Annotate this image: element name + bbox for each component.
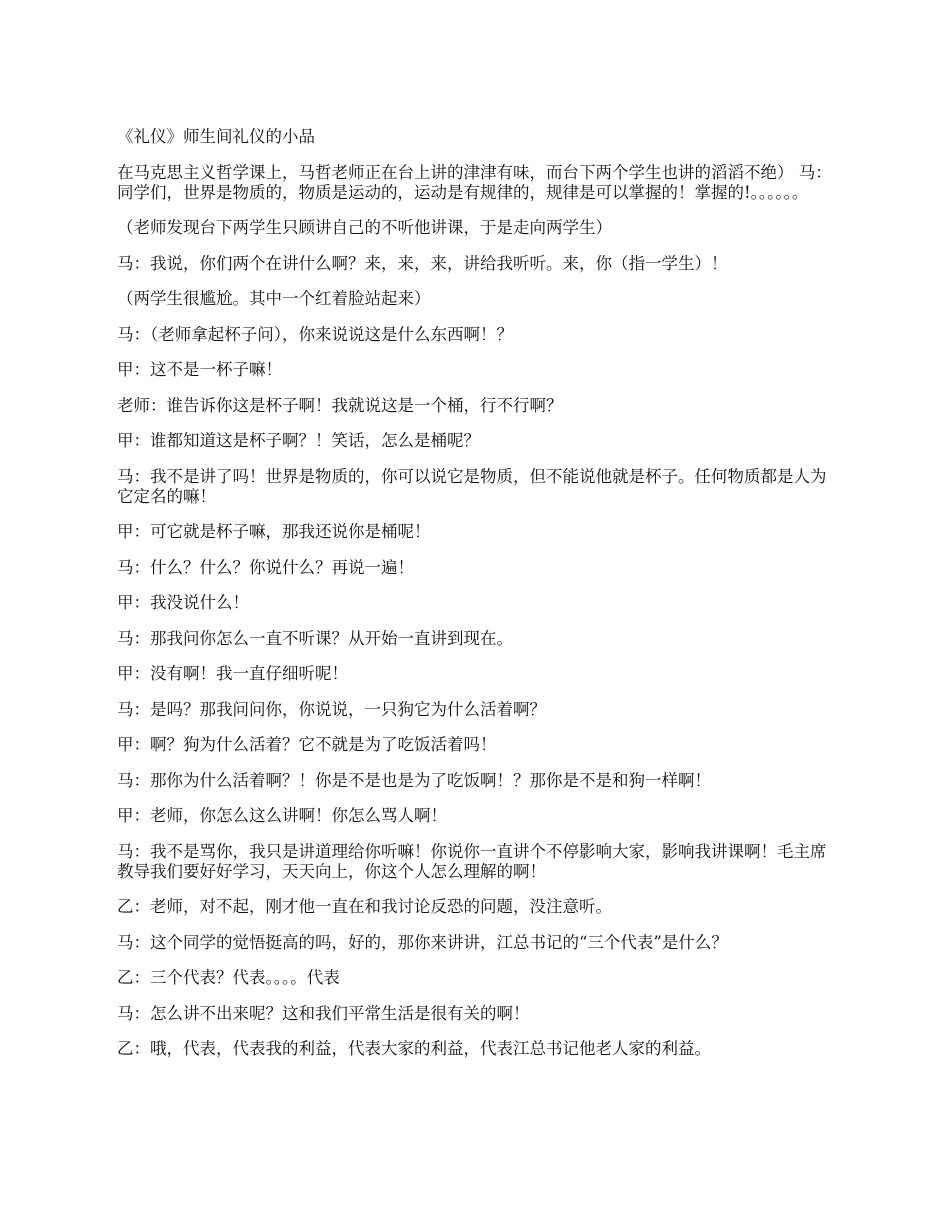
paragraph: 马：那你为什么活着啊？！你是不是也是为了吃饭啊！？那你是不是和狗一样啊！ [117, 770, 711, 790]
paragraph: 甲：没有啊！我一直仔细听呢！ [117, 664, 348, 683]
paragraph: 马：什么？什么？你说什么？再说一遍！ [117, 557, 414, 577]
paragraph: 马：是吗？那我问问你，你说说，一只狗它为什么活着啊？ [117, 699, 546, 719]
paragraph: 甲：啊？狗为什么活着？它不就是为了吃饭活着吗！ [117, 735, 497, 754]
paragraph: 马：那我问你怎么一直不听课？从开始一直讲到现在。 [117, 628, 513, 648]
paragraph: 乙：老师，对不起，刚才他一直在和我讨论反恐的问题，没注意听。 [117, 897, 612, 916]
paragraph: 马：我不是讲了吗！世界是物质的，你可以说它是物质，但不能说他就是杯子。任何物质都是人为它定名的嘛！ [117, 466, 827, 506]
paragraph: 甲：我没说什么！ [117, 593, 249, 612]
paragraph: 马：这个同学的觉悟挺高的吗，好的，那你来讲讲，江总书记的“三个代表”是什么？ [117, 932, 728, 952]
paragraph: 乙：三个代表？代表。。。。代表 [117, 968, 340, 987]
paragraph: 甲：这不是一杯子嘛！ [117, 360, 282, 379]
document-body [117, 127, 842, 1075]
paragraph: 马：（老师拿起杯子问），你来说说这是什么东西啊！？ [117, 324, 513, 344]
paragraph: 马：我不是骂你，我只是讲道理给你听嘛！你说你一直讲个不停影响大家，影响我讲课啊！毛主席教导我们要好好学习，天天向上，你这个人怎么理解的啊！ [117, 841, 827, 881]
paragraph: 甲：老师，你怎么这么讲啊！你怎么骂人啊！ [117, 806, 447, 825]
paragraph: 老师：谁告诉你这是杯子啊！我就说这是一个桶，行不行啊？ [117, 395, 563, 415]
paragraph: （两学生很尴尬。其中一个红着脸站起来） [117, 289, 431, 308]
paragraph: 马：我说，你们两个在讲什么啊？来，来，来，讲给我听听。来，你（指一学生）！ [117, 253, 728, 273]
document-title: 《礼仪》师生间礼仪的小品 [117, 127, 315, 146]
paragraph: 马：怎么讲不出来呢？这和我们平常生活是很有关的啊！ [117, 1003, 530, 1023]
paragraph: 在马克思主义哲学课上，马哲老师正在台上讲的津津有味，而台下两个学生也讲的滔滔不绝） 马：同学们，世界是物质的，物质是运动的，运动是有规律的，规律是可以掌握的！掌握的!。。。。。。 [117, 162, 832, 202]
paragraph: （老师发现台下两学生只顾讲自己的不听他讲课，于是走向两学生） [117, 218, 612, 237]
paragraph: 乙：哦，代表，代表我的利益，代表大家的利益，代表江总书记他老人家的利益。 [117, 1039, 711, 1058]
paragraph: 甲：可它就是杯子嘛，那我还说你是桶呢！ [117, 522, 431, 541]
paragraph: 甲：谁都知道这是杯子啊？！笑话，怎么是桶呢？ [117, 431, 480, 450]
